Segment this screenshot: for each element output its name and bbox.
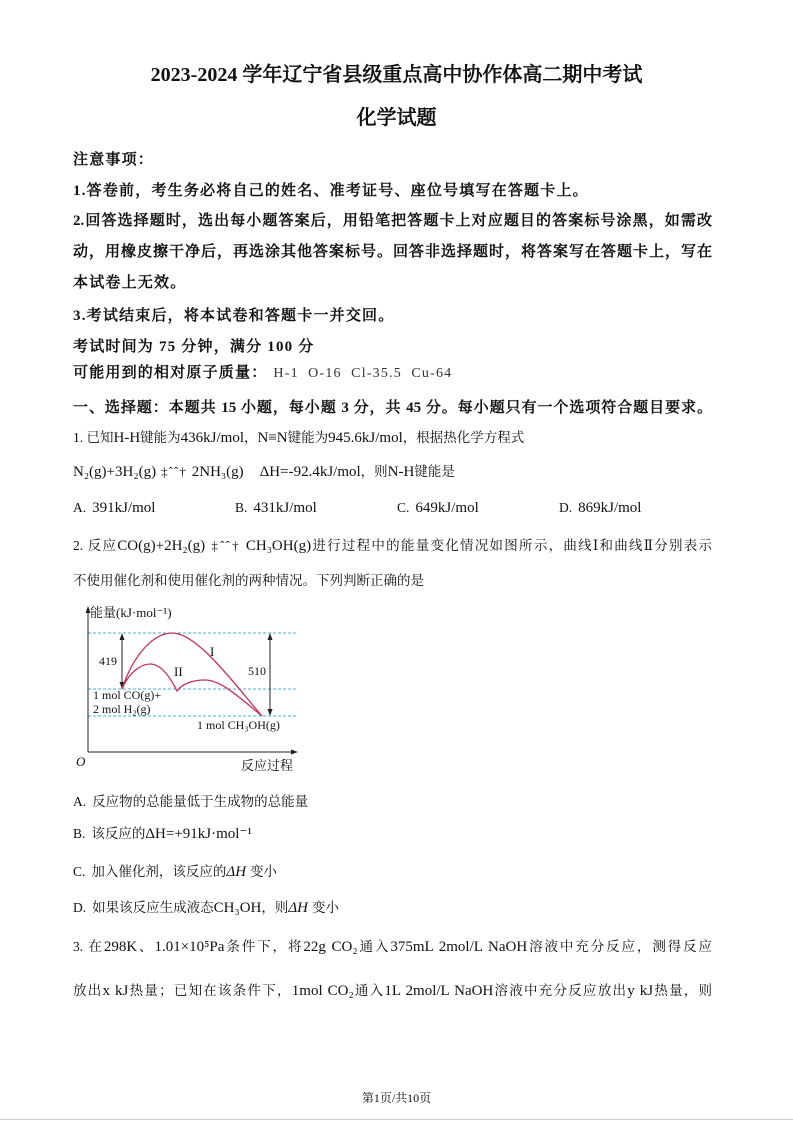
q1-formula: 436kJ/mol [180, 430, 245, 446]
gap-arrow-left-top-icon [120, 633, 125, 640]
q3-text: 溶液中充分反应，测得反应 [527, 939, 713, 954]
option-label: D. [73, 900, 87, 915]
q3-text: 放出 [73, 983, 103, 998]
equilibrium-arrow-symbol: ‡ˆˆ† [210, 538, 241, 553]
atomic-mass-values: H-1 O-16 Cl-35.5 Cu-64 [273, 366, 453, 381]
option-label: C. [397, 500, 410, 515]
q1-option-a [73, 498, 155, 518]
q2-text: 进行过程中的能量变化情况如图所示，曲线Ⅰ和曲线Ⅱ分别表示 [311, 538, 712, 553]
q3-stem-line-2 [73, 981, 712, 1001]
option-value: 869kJ/mol [578, 500, 642, 516]
q3-formula: y kJ [627, 983, 654, 999]
equilibrium-arrow-symbol: ‡ˆˆ† [161, 464, 187, 479]
q1-formula: 945.6kJ/mol [328, 430, 403, 446]
q3-text: 条件下，将 [224, 939, 304, 954]
option-label: C. [73, 864, 86, 879]
q3-text: 溶液中充分反应放出 [493, 983, 628, 998]
q1-option-c [397, 498, 479, 518]
q3-formula: x kJ [102, 983, 129, 999]
gap-arrow-right-top-icon [268, 633, 273, 640]
origin-label: O [76, 754, 86, 769]
q3-formula: 1L 2mol/L NaOH [384, 983, 494, 999]
notice-item-2-line-2: 动，用橡皮擦干净后，再选涂其他答案标号。回答非选择题时，将答案写在答题卡上，写在 [73, 244, 712, 260]
q2-equation-reactants: CO(g)+2H₂(g) [117, 538, 206, 554]
q3-text: 热量，则 [653, 983, 713, 998]
q1-formula: N-H [387, 464, 415, 480]
q3-formula: 22g CO₂ [303, 939, 358, 955]
q1-text: 键能为 [140, 430, 181, 445]
atomic-mass-line [73, 363, 452, 384]
option-formula: ΔH [288, 900, 308, 916]
option-label: B. [235, 500, 248, 515]
page-bottom-rule [0, 1119, 793, 1120]
notice-item-2-line-1: 2.回答选择题时，选出每小题答案后，用铅笔把答题卡上对应题目的答案标号涂黑，如需改 [73, 213, 712, 229]
q1-equation-enthalpy: ΔH=-92.4kJ/mol [259, 464, 361, 480]
option-label: D. [559, 500, 573, 515]
q1-text: ，则 [360, 464, 388, 479]
product-label: 1 mol CH₃OH(g) [197, 718, 280, 732]
q3-text: 3. 在 [73, 939, 104, 954]
option-text: 如果该反应生成液态 [92, 900, 214, 915]
q1-text: ， [244, 430, 258, 445]
q1-equation-products: 2NH₃(g) [191, 464, 244, 480]
q3-stem-line-1 [73, 937, 712, 957]
option-formula: ΔH [226, 864, 247, 880]
q1-formula: H-H [113, 430, 141, 446]
option-text: 变小 [250, 864, 278, 879]
curve-1-label: I [210, 644, 215, 659]
reactants-label-line-1: 1 mol CO(g)+ [93, 688, 162, 702]
q2-text: 2. 反应 [73, 538, 118, 553]
notice-item-3: 3.考试结束后，将本试卷和答题卡一并交回。 [73, 308, 395, 324]
option-value: 431kJ/mol [253, 500, 317, 516]
notice-heading: 注意事项： [73, 152, 155, 168]
option-text: ，则 [261, 900, 289, 915]
q3-formula: 375mL 2mol/L NaOH [390, 939, 528, 955]
option-label: A. [73, 794, 87, 809]
curve-2-label: II [174, 664, 183, 679]
exam-time: 考试时间为 75 分钟，满分 100 分 [73, 339, 315, 355]
q1-option-d [559, 498, 641, 518]
x-axis-arrow-icon [291, 750, 298, 755]
notice-item-2-line-3: 本试卷上无效。 [73, 275, 187, 291]
q2-option-d [73, 898, 339, 918]
page-indicator: 第1页/共10页 [361, 1091, 432, 1105]
q3-text: 热量；已知在该条件下， [128, 983, 292, 998]
q2-option-c [73, 862, 277, 882]
gap-right-value: 510 [248, 664, 266, 678]
q2-stem-line-2: 不使用催化剂和使用催化剂的两种情况。下列判断正确的是 [73, 573, 424, 588]
x-axis-label: 反应过程 [241, 758, 294, 773]
option-value: 649kJ/mol [415, 500, 479, 516]
q1-text: ，根据热化学方程式 [402, 430, 525, 445]
option-label: A. [73, 500, 87, 515]
q2-equation-product: CH₃OH(g) [245, 538, 312, 554]
section-heading: 一、选择题：本题共 15 小题，每小题 3 分，共 45 分。每小题只有一个选项符合题目要求。 [73, 400, 712, 416]
q1-text: 键能是 [414, 464, 455, 479]
q3-formula: 1.01×10⁵Pa [154, 939, 225, 955]
q3-formula: 298K [103, 939, 138, 955]
q1-option-b [235, 498, 317, 518]
q1-formula: N≡N [257, 430, 288, 446]
exam-title: 2023-2024 学年辽宁省县级重点高中协作体高二期中考试 [150, 64, 643, 86]
q1-equation-reactants: N₂(g)+3H₂(g) [73, 464, 157, 480]
option-formula: ΔH=+91kJ·mol⁻¹ [145, 826, 252, 842]
option-text: 该反应的 [91, 826, 146, 841]
option-formula: CH₃OH [213, 900, 262, 916]
option-text: 变小 [312, 900, 339, 915]
q1-text: 1. 已知 [73, 430, 114, 445]
q3-text: 通入 [357, 939, 391, 954]
q3-formula: 1mol CO₂ [291, 983, 354, 999]
q1-text: 键能为 [287, 430, 329, 445]
q1-stem-line-1 [73, 428, 524, 448]
option-text: 加入催化剂，该反应的 [91, 864, 227, 879]
option-text: 反应物的总能量低于生成物的总能量 [92, 794, 309, 809]
option-label: B. [73, 826, 86, 841]
q2-option-b [73, 824, 252, 844]
q2-option-a [73, 792, 308, 812]
gap-left-value: 419 [99, 654, 117, 668]
y-axis-label: 能量(kJ·mol⁻¹) [90, 605, 172, 620]
gap-arrow-right-bottom-icon [268, 709, 273, 716]
q2-stem-line-1 [73, 536, 712, 556]
q3-text: 、 [137, 939, 155, 954]
option-value: 391kJ/mol [92, 500, 156, 516]
q3-text: 通入 [353, 983, 385, 998]
energy-diagram [70, 600, 310, 780]
notice-item-1: 1.答卷前，考生务必将自己的姓名、准考证号、座位号填写在答题卡上。 [73, 183, 589, 199]
reactants-label-line-2: 2 mol H₂(g) [93, 702, 151, 716]
q1-stem-line-2 [73, 462, 455, 482]
exam-subject: 化学试题 [356, 107, 437, 129]
atomic-mass-label: 可能用到的相对原子质量： [73, 365, 268, 381]
